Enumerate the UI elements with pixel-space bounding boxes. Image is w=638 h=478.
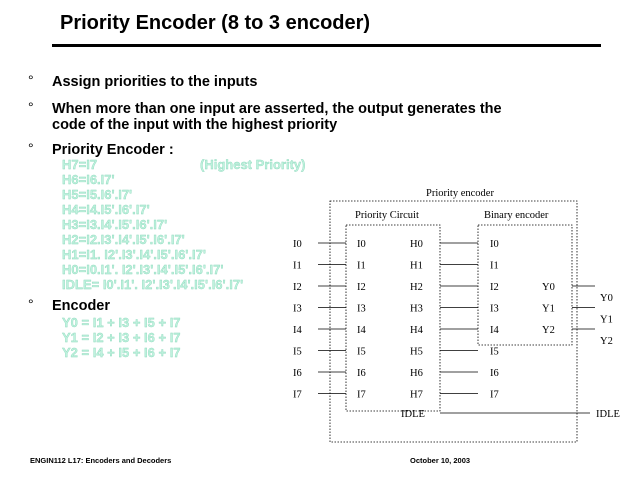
equation-h4: H4=I4.I5'.I6'.I7' — [62, 202, 150, 217]
encoder-in-label-i5: I5 — [490, 346, 499, 358]
idle-label-inner: IDLE — [401, 409, 425, 420]
input-label-i3: I3 — [293, 303, 302, 315]
y-outer-label-y2: Y2 — [600, 336, 613, 347]
encoder-in-label-i2: I2 — [490, 282, 499, 293]
equation-h2: H2=I2.I3'.I4'.I5'.I6'.I7' — [62, 232, 185, 247]
outer-encoder-box — [330, 201, 577, 442]
bullet-multiple-inputs-line2: code of the input with the highest priority — [52, 117, 338, 133]
bullet-encoder: Encoder — [52, 298, 111, 314]
encoder-output-labels — [542, 282, 555, 336]
equation-y1: Y1 = I2 + I3 + I6 + I7 — [62, 330, 181, 345]
priority-in-label-i4: I4 — [357, 325, 366, 336]
h-label-h7: H7 — [410, 389, 423, 401]
input-label-i6: I6 — [293, 368, 302, 379]
bullet-marker: ° — [28, 72, 34, 88]
y-inner-label-y0: Y0 — [542, 282, 555, 293]
priority-in-label-i6: I6 — [357, 368, 366, 379]
y-outer-label-y0: Y0 — [600, 293, 613, 304]
priority-in-label-i2: I2 — [357, 282, 366, 293]
priority-in-label-i5: I5 — [357, 346, 366, 358]
encoder-in-label-i4: I4 — [490, 325, 499, 336]
equation-h0: H0=I0.I1'. I2'.I3'.I4'.I5'.I6'.I7' — [62, 262, 224, 277]
bullet-assign-priorities: Assign priorities to the inputs — [52, 74, 258, 90]
priority-in-label-i1: I1 — [357, 260, 366, 272]
h-label-h5: H5 — [410, 346, 423, 358]
h-label-h6: H6 — [410, 368, 423, 379]
right-block-label: Binary encoder — [484, 210, 549, 221]
h-label-h0: H0 — [410, 239, 423, 250]
priority-in-label-i3: I3 — [357, 303, 366, 315]
y-inner-label-y2: Y2 — [542, 325, 555, 336]
priority-in-label-i7: I7 — [357, 389, 366, 401]
input-label-i0: I0 — [293, 239, 302, 250]
input-labels — [293, 239, 302, 401]
equation-h6: H6=I6.I7' — [62, 172, 115, 187]
equation-h3: H3=I3.I4'.I5'.I6'.I7' — [62, 217, 168, 232]
encoder-in-label-i1: I1 — [490, 260, 499, 272]
bullet-marker: ° — [28, 296, 34, 312]
footer-date: October 10, 2003 — [410, 456, 471, 465]
bullet-priority-encoder: Priority Encoder : — [52, 142, 174, 158]
encoder-in-label-i6: I6 — [490, 368, 499, 379]
h-output-labels — [410, 239, 424, 401]
input-lines — [318, 243, 346, 394]
h-label-h4: H4 — [410, 325, 423, 336]
input-label-i2: I2 — [293, 282, 302, 293]
left-block-label: Priority Circuit — [355, 210, 419, 221]
bullet-marker: ° — [28, 99, 34, 115]
encoder-in-label-i7: I7 — [490, 389, 499, 401]
footer-course: ENGIN112 L17: Encoders and Decoders — [30, 456, 172, 465]
input-label-i7: I7 — [293, 389, 302, 401]
priority-circuit-input-labels — [357, 239, 366, 401]
encoder-input-labels — [490, 239, 499, 401]
h-label-h2: H2 — [410, 282, 423, 293]
slide-title: Priority Encoder (8 to 3 encoder) — [60, 12, 371, 34]
equation-h5: H5=I5.I6'.I7' — [62, 187, 133, 202]
encoder-in-label-i0: I0 — [490, 239, 499, 250]
highest-priority-note: (Highest Priority) — [200, 157, 306, 172]
bullet-marker: ° — [28, 140, 34, 156]
encoder-in-label-i3: I3 — [490, 303, 499, 315]
input-label-i1: I1 — [293, 260, 302, 272]
priority-circuit-box — [346, 225, 440, 411]
input-label-i4: I4 — [293, 325, 302, 336]
h-lines — [440, 243, 478, 394]
equation-idle: IDLE= I0'.I1'. I2'.I3'.I4'.I5'.I6'.I7' — [62, 277, 244, 292]
y-outer-label-y1: Y1 — [600, 314, 613, 326]
equation-y0: Y0 = I1 + I3 + I5 + I7 — [62, 315, 181, 330]
equation-y2: Y2 = I4 + I5 + I6 + I7 — [62, 345, 181, 360]
outer-block-label: Priority encoder — [426, 188, 494, 199]
equation-h7: H7=I7 — [62, 157, 98, 172]
priority-in-label-i0: I0 — [357, 239, 366, 250]
idle-label-outer: IDLE — [596, 409, 620, 420]
y-lines — [572, 286, 595, 329]
input-label-i5: I5 — [293, 346, 302, 358]
encoder-external-output-labels — [600, 293, 613, 347]
bullet-multiple-inputs-line1: When more than one input are asserted, the output generates the — [52, 101, 502, 117]
h-label-h3: H3 — [410, 303, 423, 315]
y-inner-label-y1: Y1 — [542, 303, 555, 315]
equation-h1: H1=I1. I2'.I3'.I4'.I5'.I6'.I7' — [62, 247, 206, 262]
h-label-h1: H1 — [410, 260, 423, 272]
